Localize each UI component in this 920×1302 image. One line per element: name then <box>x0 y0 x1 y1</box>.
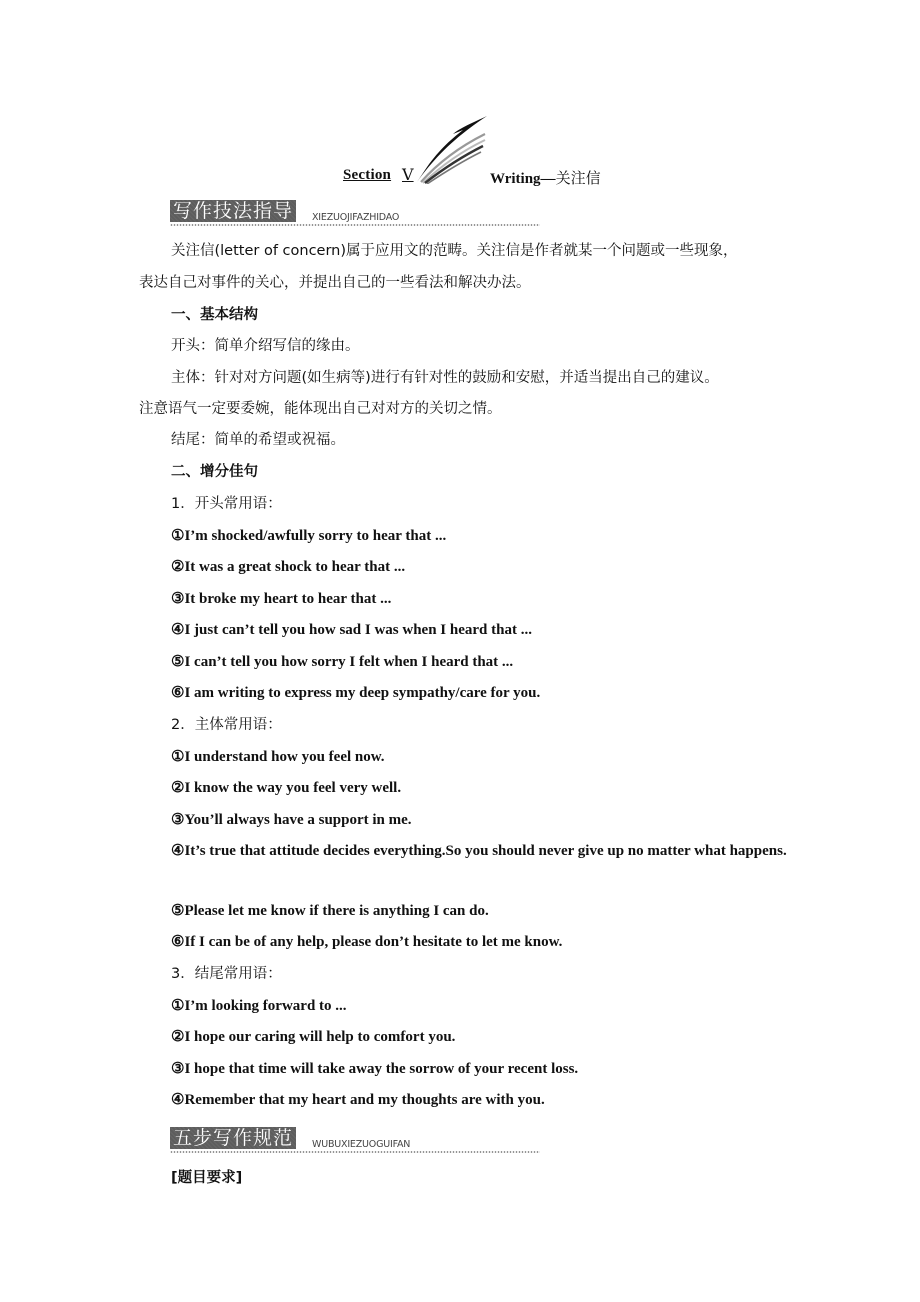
phrases-heading: 二、增分佳句 <box>171 464 258 480</box>
structure-heading: 一、基本结构 <box>171 307 258 323</box>
writing-label: Writing— <box>490 171 556 187</box>
section-title <box>340 112 670 192</box>
requirements-label: [题目要求] <box>171 1170 243 1186</box>
steps-banner <box>170 1127 540 1153</box>
closing-phrase-1: ①I’m looking forward to ... <box>171 998 347 1014</box>
intro-line-2: 表达自己对事件的关心，并提出自己的一些看法和解决办法。 <box>139 275 531 291</box>
writing-title <box>490 167 601 188</box>
opening-phrase-2: ②It was a great shock to hear that ... <box>171 559 406 575</box>
guide-banner-pinyin: XIEZUOJIFAZHIDAO <box>312 212 400 223</box>
feather-quill-icon <box>415 112 495 184</box>
body-phrase-6: ⑥If I can be of any help, please don’t hesitate to let me know. <box>171 934 563 950</box>
closing-phrase-2: ②I hope our caring will help to comfort you. <box>171 1029 456 1045</box>
dotted-divider <box>170 224 540 226</box>
opening-phrase-1: ①I’m shocked/awfully sorry to hear that ... <box>171 528 447 544</box>
body-phrase-5: ⑤Please let me know if there is anything I can do. <box>171 903 489 919</box>
structure-opening: 开头：简单介绍写信的缘由。 <box>171 338 360 354</box>
intro-line-1: 关注信(letter of concern)属于应用文的范畴。关注信是作者就某一个问题或一些现象， <box>171 243 738 259</box>
guide-banner <box>170 200 540 226</box>
closing-phrases-heading: 3．结尾常用语： <box>171 966 282 982</box>
closing-phrase-3: ③I hope that time will take away the sorrow of your recent loss. <box>171 1061 579 1077</box>
structure-body-line-2: 注意语气一定要委婉，能体现出自己对对方的关切之情。 <box>139 401 502 417</box>
steps-banner-pinyin: WUBUXIEZUOGUIFAN <box>312 1139 411 1150</box>
body-phrase-4: ④It’s true that attitude decides everything.So you should never give up no matter what happens. <box>171 843 787 859</box>
guide-banner-label: 写作技法指导 <box>170 200 296 222</box>
opening-phrase-5: ⑤I can’t tell you how sorry I felt when I heard that ... <box>171 654 514 670</box>
opening-phrases-heading: 1．开头常用语： <box>171 496 282 512</box>
section-label: Section <box>343 167 392 183</box>
body-phrase-1: ①I understand how you feel now. <box>171 749 385 765</box>
body-phrase-2: ②I know the way you feel very well. <box>171 780 402 796</box>
opening-phrase-6: ⑥I am writing to express my deep sympathy/care for you. <box>171 685 541 701</box>
opening-phrase-4: ④I just can’t tell you how sad I was when I heard that ... <box>171 622 532 638</box>
steps-banner-label: 五步写作规范 <box>170 1127 296 1149</box>
body-phrases-heading: 2．主体常用语： <box>171 717 282 733</box>
body-phrase-3: ③You’ll always have a support in me. <box>171 812 412 828</box>
topic-label: 关注信 <box>555 169 601 187</box>
closing-phrase-4: ④Remember that my heart and my thoughts are with you. <box>171 1092 545 1108</box>
section-numeral: Ⅴ <box>402 167 414 184</box>
structure-body-line-1: 主体：针对对方问题(如生病等)进行有针对性的鼓励和安慰，并适当提出自己的建议。 <box>171 370 719 386</box>
opening-phrase-3: ③It broke my heart to hear that ... <box>171 591 392 607</box>
dotted-divider <box>170 1151 540 1153</box>
structure-ending: 结尾：简单的希望或祝福。 <box>171 432 345 448</box>
